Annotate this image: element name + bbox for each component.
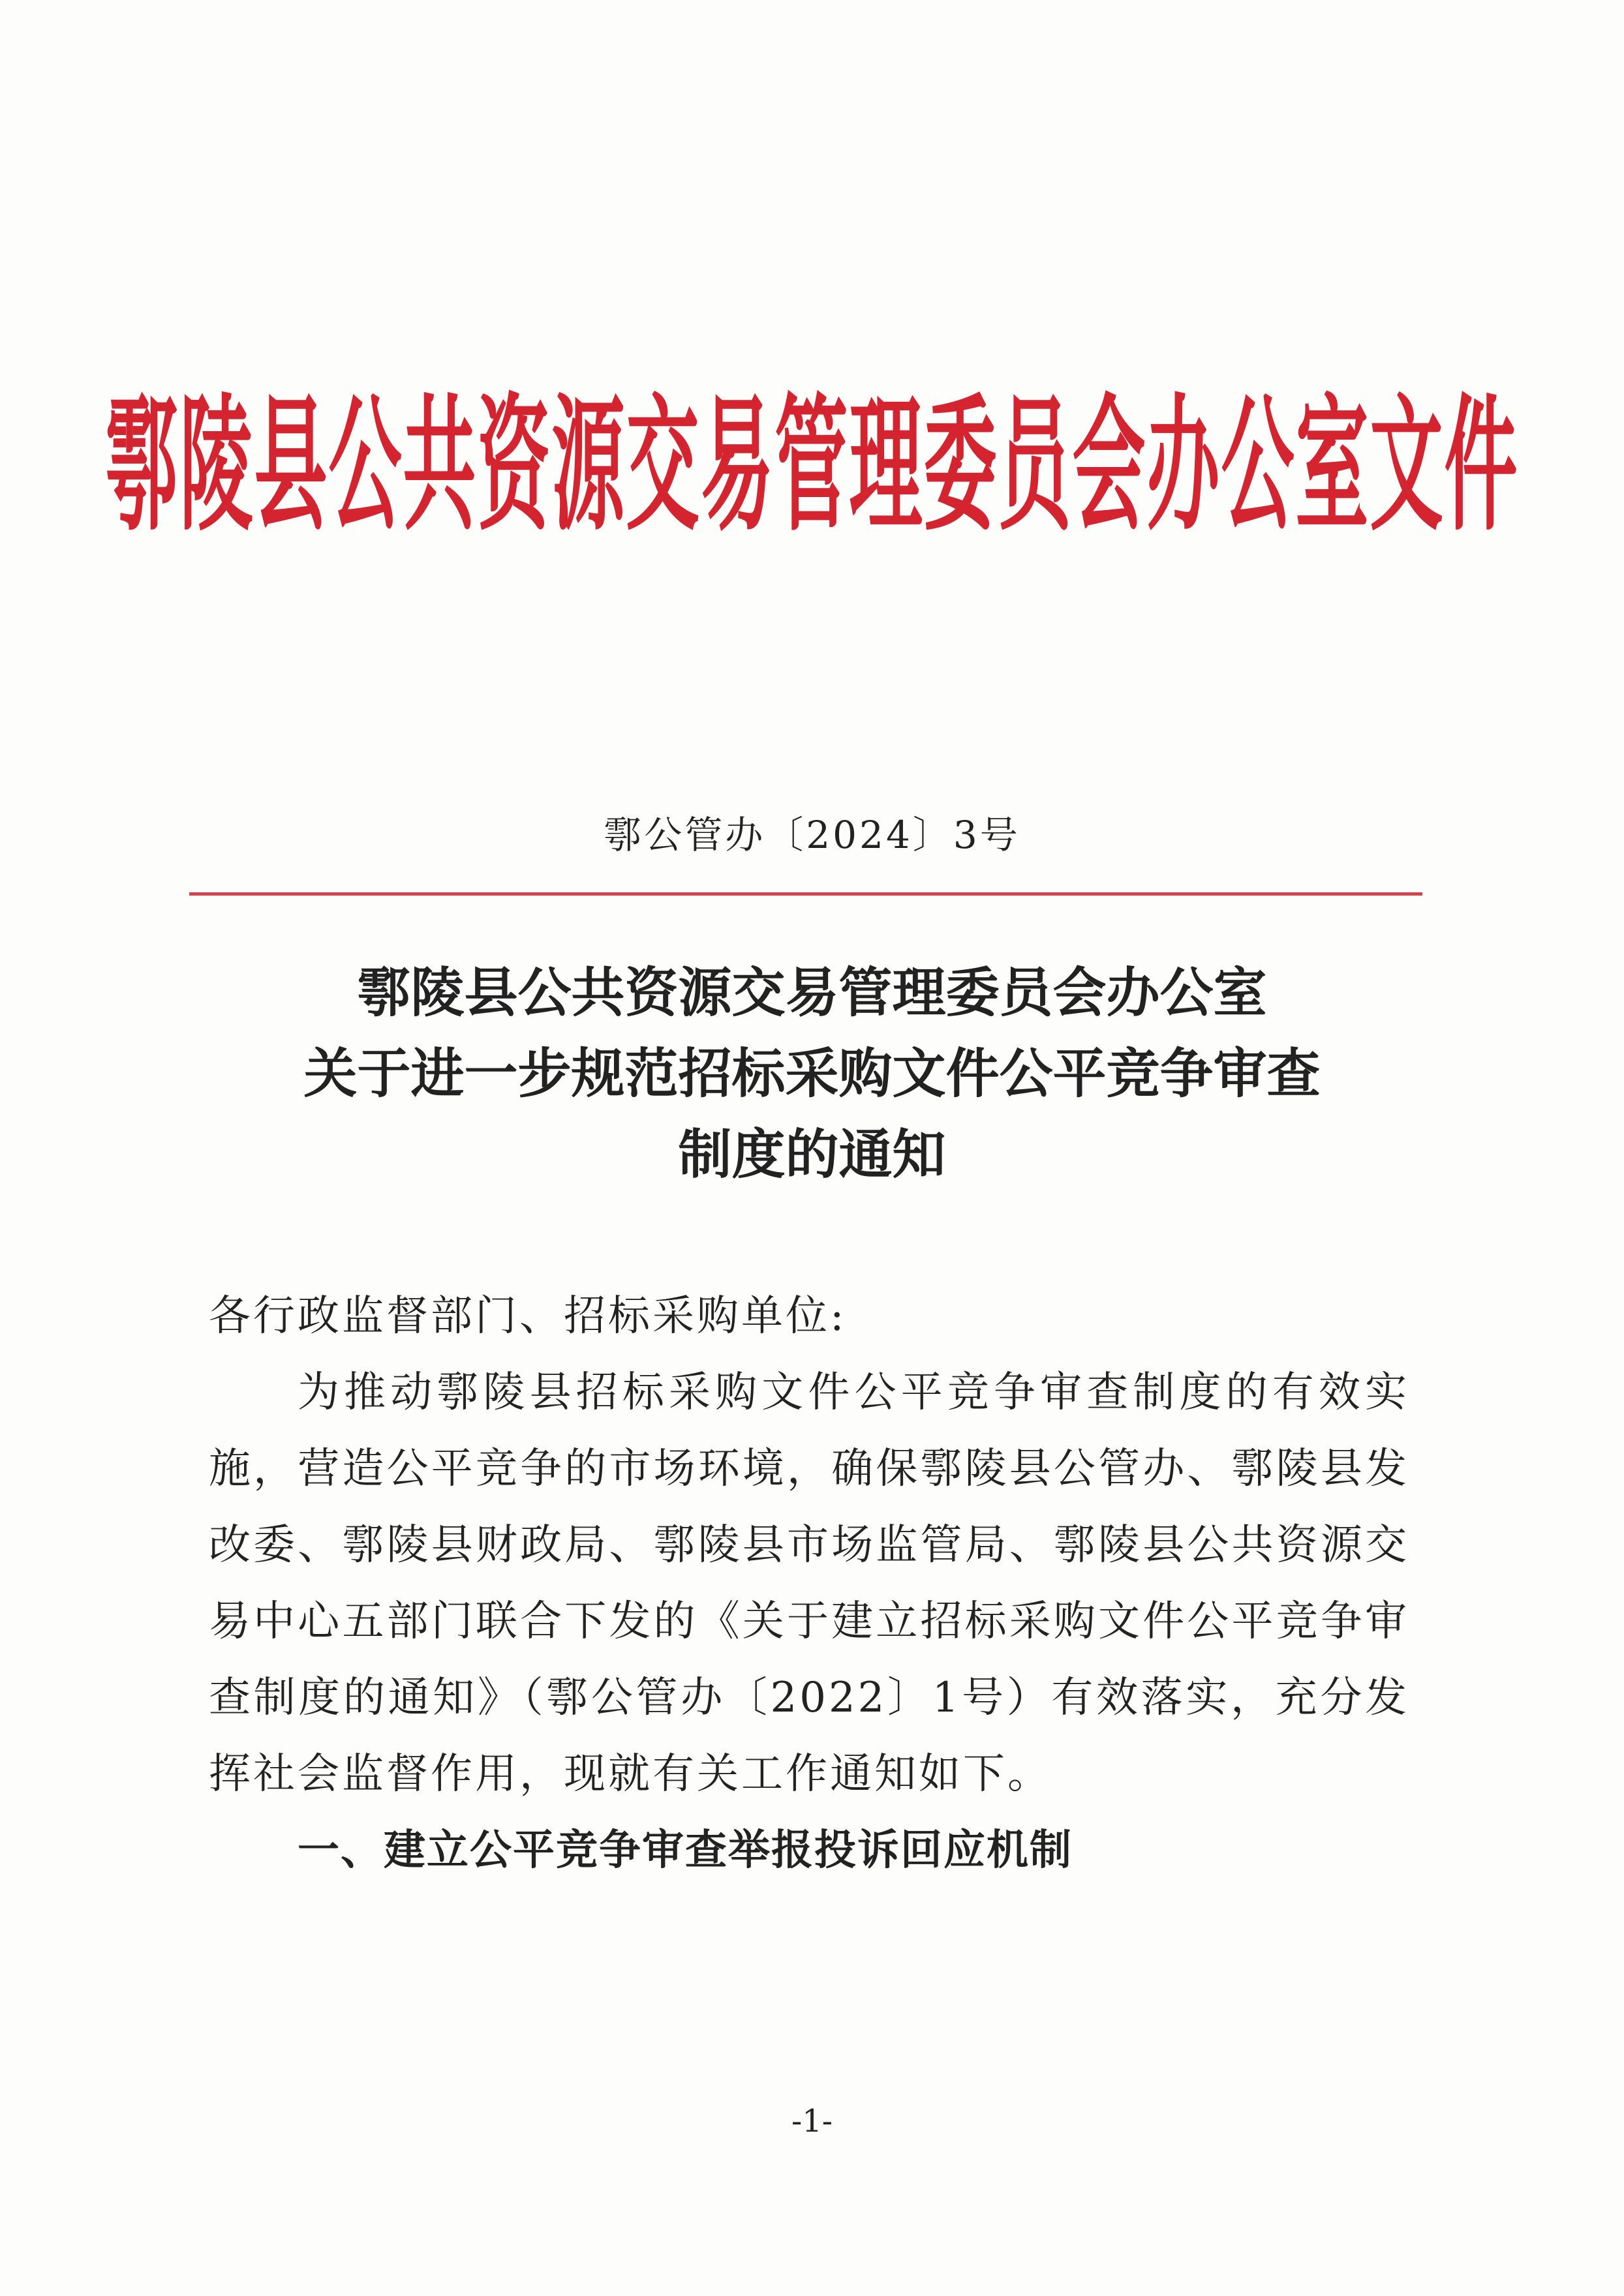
section-heading-1: 一、建立公平竞争审查举报投诉回应机制	[298, 1826, 1073, 1875]
page-number: -1-	[791, 2103, 833, 2139]
notice-body	[209, 1278, 1409, 1889]
salutation: 各行政监督部门、招标采购单位:	[209, 1292, 847, 1340]
title-line-3: 制度的通知	[678, 1123, 946, 1186]
masthead-text: 鄠陵县公共资源交易管理委员会办公室文件	[105, 382, 1519, 551]
title-line-2: 关于进一步规范招标采购文件公平竞争审查	[303, 1042, 1321, 1105]
title-line-1: 鄠陵县公共资源交易管理委员会办公室	[357, 961, 1267, 1024]
red-divider-line	[189, 892, 1422, 896]
notice-title	[0, 952, 1624, 1195]
document-number: 鄠公管办〔2024〕3号	[604, 813, 1020, 857]
document-masthead	[0, 382, 1624, 551]
body-paragraph-1: 为推动鄠陵县招标采购文件公平竞争审查制度的有效实施，营造公平竞争的市场环境，确保鄠陵县公管办、鄠陵县发改委、鄠陵县财政局、鄠陵县市场监管局、鄠陵县公共资源交易中心五部门联合下发的《关于建立招标采购文件公平竞争审查制度的通知》（鄠公管办〔2022〕1号）有效落实，充分发挥社会监督作用，现就有关工作通知如下。	[209, 1368, 1409, 1798]
